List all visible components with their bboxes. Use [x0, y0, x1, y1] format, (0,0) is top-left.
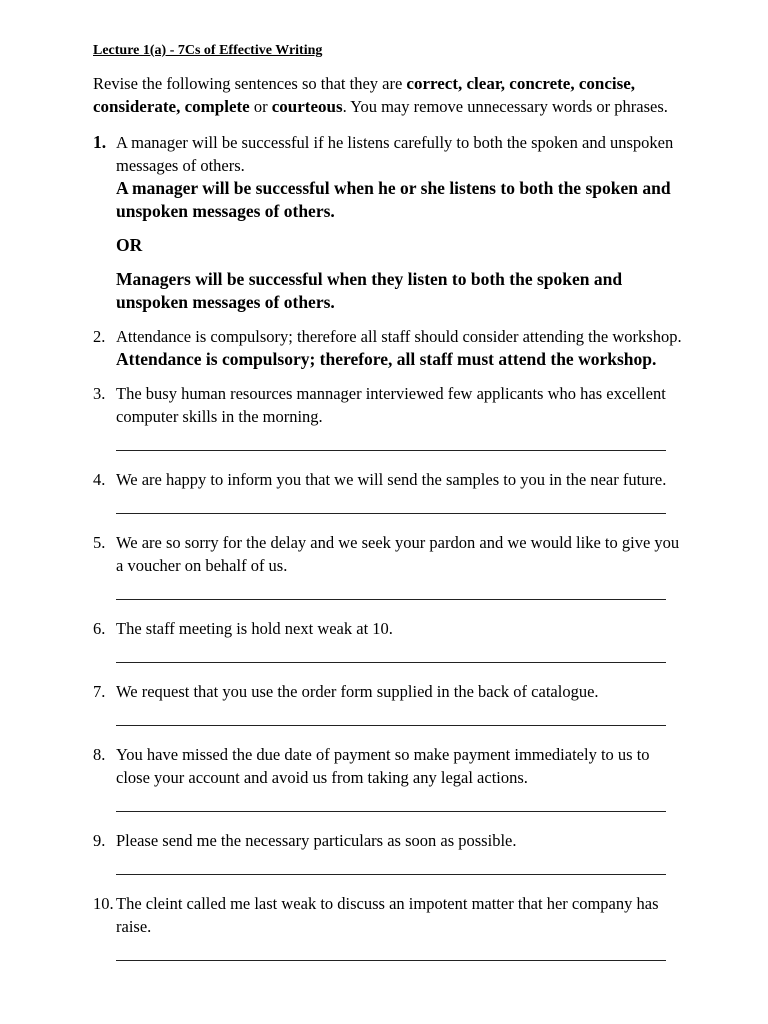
instructions	[93, 72, 683, 118]
exercise-item-5	[93, 531, 683, 600]
answer-line[interactable]	[116, 725, 666, 726]
exercise-item-7	[93, 680, 683, 726]
exercise-item-10	[93, 892, 683, 961]
instructions-bold-2: courteous	[271, 97, 343, 116]
item-sentence: The staff meeting is hold next weak at 10.	[116, 619, 393, 638]
instructions-text-2: or	[249, 97, 272, 116]
instructions-bold-1: correct, clear, concrete, concise, considerate, complete	[93, 74, 636, 116]
item-number: 5.	[93, 533, 106, 552]
item-sentence: We are so sorry for the delay and we seek your pardon and we would like to give you a voucher on behalf of us.	[116, 533, 680, 575]
item-number: 8.	[93, 745, 106, 764]
instructions-text-1: Revise the following sentences so that they are	[93, 74, 407, 93]
exercise-item-1	[93, 131, 683, 314]
exercise-item-6	[93, 617, 683, 663]
answer-line[interactable]	[116, 513, 666, 514]
item-sentence: The cleint called me last weak to discuss an impotent matter that her company has raise.	[116, 894, 659, 936]
item-sentence: You have missed the due date of payment so make payment immediately to us to close your account and avoid us from taking any legal actions.	[116, 745, 650, 787]
item-sentence: We request that you use the order form supplied in the back of catalogue.	[116, 682, 599, 701]
item-sentence: The busy human resources mannager interviewed few applicants who has excellent computer skills in the morning.	[116, 384, 666, 426]
item-sentence: Please send me the necessary particulars as soon as possible.	[116, 831, 517, 850]
answer-line[interactable]	[116, 874, 666, 875]
exercise-item-3	[93, 382, 683, 451]
item-answer: Attendance is compulsory; therefore, all staff must attend the workshop.	[116, 349, 657, 369]
answer-line[interactable]	[116, 662, 666, 663]
item-sentence: A manager will be successful if he listens carefully to both the spoken and unspoken messages of others.	[116, 133, 674, 175]
answer-line[interactable]	[116, 599, 666, 600]
worksheet-page	[93, 42, 683, 961]
exercise-item-8	[93, 743, 683, 812]
item-number: 3.	[93, 384, 106, 403]
item-number: 9.	[93, 831, 106, 850]
item-number: 1.	[93, 132, 107, 152]
item-number: 4.	[93, 470, 106, 489]
answer-line[interactable]	[116, 960, 666, 961]
item-number: 7.	[93, 682, 106, 701]
answer-line[interactable]	[116, 811, 666, 812]
item-answer-2: Managers will be successful when they listen to both the spoken and unspoken messages of others.	[116, 269, 623, 312]
instructions-text-3: . You may remove unnecessary words or phrases.	[342, 97, 668, 116]
item-number: 2.	[93, 327, 106, 346]
or-label: OR	[116, 235, 143, 255]
exercise-item-9	[93, 829, 683, 875]
answer-line[interactable]	[116, 450, 666, 451]
item-number: 6.	[93, 619, 106, 638]
item-number: 10.	[93, 894, 114, 913]
item-sentence: Attendance is compulsory; therefore all staff should consider attending the workshop.	[116, 327, 682, 346]
lecture-title: Lecture 1(a) - 7Cs of Effective Writing	[93, 43, 323, 58]
item-sentence: We are happy to inform you that we will send the samples to you in the near future.	[116, 470, 667, 489]
exercise-item-4	[93, 468, 683, 514]
item-answer-1: A manager will be successful when he or she listens to both the spoken and unspoken messages of others.	[116, 178, 671, 221]
exercise-item-2	[93, 325, 683, 371]
